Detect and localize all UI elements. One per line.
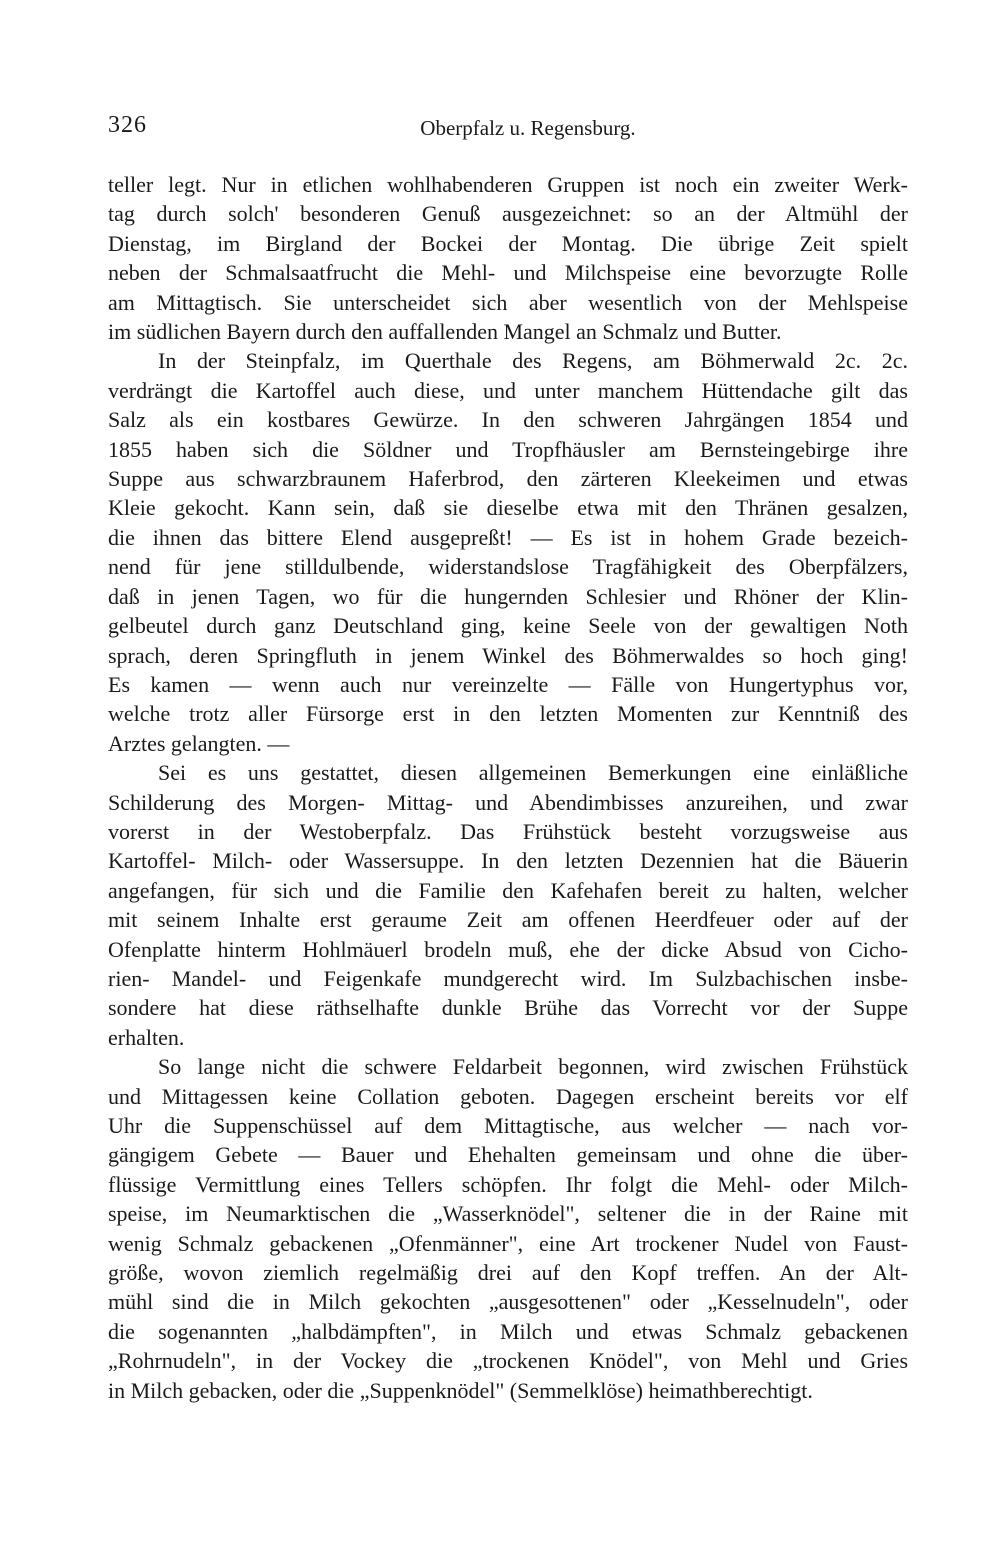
- text-line: Uhr die Suppenschüssel auf dem Mittagtische, aus welcher — nach vor-: [108, 1113, 908, 1138]
- text-line: rien- Mandel- und Feigenkafe mundgerecht wird. Im Sulzbachischen insbe-: [108, 965, 908, 991]
- text-line: flüssige Vermittlung eines Tellers schöpfen. Ihr folgt die Mehl- oder Milch-: [108, 1171, 908, 1197]
- text-line: Es kamen — wenn auch nur vereinzelte — Fälle von Hungertyphus vor,: [108, 671, 908, 697]
- text-line: vorerst in der Westoberpfalz. Das Frühstück besteht vorzugsweise aus: [108, 818, 908, 844]
- text-line: erhalten.: [108, 1024, 185, 1050]
- text-line: sondere hat diese räthselhafte dunkle Brühe das Vorrecht vor der Suppe: [108, 995, 908, 1021]
- text-line: teller legt. Nur in etlichen wohlhabenderen Gruppen ist noch ein zweiter Werk-: [108, 172, 908, 197]
- body-text: [108, 170, 908, 1405]
- text-line: Dienstag, im Birgland der Bockei der Montag. Die übrige Zeit spielt: [108, 230, 908, 256]
- paragraph: [108, 758, 908, 1052]
- text-line: sprach, deren Springfluth in jenem Winkel des Böhmerwaldes so hoch ging!: [108, 642, 908, 668]
- text-line: speise, im Neumarktischen die „Wasserknödel", seltener die in der Raine mit: [108, 1201, 908, 1227]
- page-number: 326: [108, 112, 147, 138]
- text-line: welche trotz aller Fürsorge erst in den letzten Momenten zur Kenntniß des: [108, 701, 908, 727]
- text-line: tag durch solch' besonderen Genuß ausgezeichnet: so an der Altmühl der: [108, 201, 908, 227]
- text-line: So lange nicht die schwere Feldarbeit begonnen, wird zwischen Frühstück: [158, 1054, 908, 1080]
- text-line: gelbeutel durch ganz Deutschland ging, keine Seele von der gewaltigen Noth: [108, 613, 908, 639]
- text-line: daß in jenen Tagen, wo für die hungernden Schlesier und Rhöner der Klin-: [108, 583, 908, 609]
- text-line: nend für jene stilldulbende, widerstandslose Tragfähigkeit des Oberpfälzers,: [108, 554, 908, 580]
- text-line: mühl sind die in Milch gekochten „ausgesottenen" oder „Kesselnudeln", oder: [108, 1289, 908, 1315]
- paragraph: [108, 346, 908, 758]
- text-line: gängigem Gebete — Bauer und Ehehalten gemeinsam und ohne die über-: [108, 1142, 908, 1168]
- text-line: Kleie gekocht. Kann sein, daß sie dieselbe etwa mit den Thränen gesalzen,: [108, 495, 908, 521]
- text-line: verdrängt die Kartoffel auch diese, und unter manchem Hüttendache gilt das: [108, 377, 908, 403]
- running-head: Oberpfalz u. Regensburg.: [420, 116, 636, 140]
- text-line: 1855 haben sich die Söldner und Tropfhäusler am Bernsteingebirge ihre: [108, 436, 908, 462]
- text-line: in Milch gebacken, oder die „Suppenknödel" (Semmelklöse) heimathberechtigt.: [108, 1377, 813, 1403]
- text-line: mit seinem Inhalte erst geraume Zeit am offenen Heerdfeuer oder auf der: [108, 907, 908, 933]
- text-line: Arztes gelangten. —: [108, 730, 290, 756]
- text-line: am Mittagtisch. Sie unterscheidet sich aber wesentlich von der Mehlspeise: [108, 289, 908, 315]
- text-line: und Mittagessen keine Collation geboten. Dagegen erscheint bereits vor elf: [108, 1083, 908, 1109]
- paragraph: [108, 1052, 908, 1405]
- text-line: im südlichen Bayern durch den auffallenden Mangel an Schmalz und Butter.: [108, 319, 782, 345]
- text-line: wenig Schmalz gebackenen „Ofenmänner", eine Art trockener Nudel von Faust-: [108, 1230, 908, 1256]
- text-line: Suppe aus schwarzbraunem Haferbrod, den zärteren Kleekeimen und etwas: [108, 466, 908, 492]
- book-page: [108, 112, 908, 1405]
- page-header: [108, 112, 908, 152]
- text-line: Sei es uns gestattet, diesen allgemeinen Bemerkungen eine einläßliche: [158, 760, 908, 786]
- text-line: größe, wovon ziemlich regelmäßig drei auf den Kopf treffen. An der Alt-: [108, 1260, 908, 1286]
- text-line: Schilderung des Morgen- Mittag- und Abendimbisses anzureihen, und zwar: [108, 789, 908, 815]
- text-line: In der Steinpfalz, im Querthale des Regens, am Böhmerwald 2c. 2c.: [158, 348, 908, 374]
- text-line: angefangen, für sich und die Familie den Kafehafen bereit zu halten, welcher: [108, 877, 908, 903]
- text-line: die ihnen das bittere Elend ausgepreßt! — Es ist in hohem Grade bezeich-: [108, 524, 908, 550]
- text-line: Salz als ein kostbares Gewürze. In den schweren Jahrgängen 1854 und: [108, 407, 908, 433]
- text-line: Ofenplatte hinterm Hohlmäuerl brodeln muß, ehe der dicke Absud von Cicho-: [108, 936, 908, 962]
- text-line: die sogenannten „halbdämpften", in Milch und etwas Schmalz gebackenen: [108, 1318, 908, 1344]
- text-line: Kartoffel- Milch- oder Wassersuppe. In den letzten Dezennien hat die Bäuerin: [108, 848, 908, 874]
- text-line: „Rohrnudeln", in der Vockey die „trockenen Knödel", von Mehl und Gries: [108, 1348, 908, 1374]
- text-line: neben der Schmalsaatfrucht die Mehl- und Milchspeise eine bevorzugte Rolle: [108, 260, 908, 286]
- paragraph: [108, 170, 908, 346]
